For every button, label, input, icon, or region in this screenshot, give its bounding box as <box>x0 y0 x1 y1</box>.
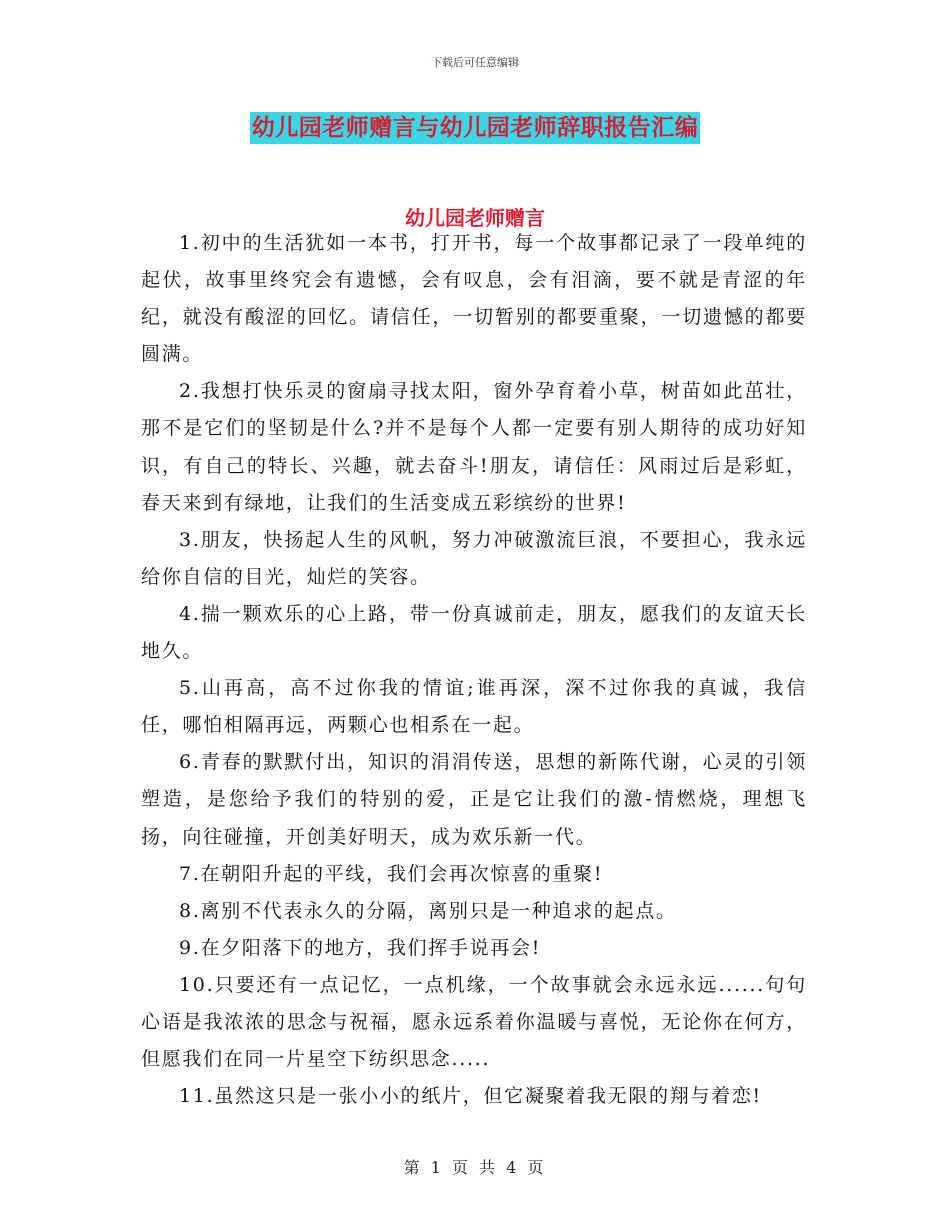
doc-title: 幼儿园老师赠言与幼儿园老师辞职报告汇编 <box>250 112 701 144</box>
paragraph-1: 1.初中的生活犹如一本书，打开书，每一个故事都记录了一段单纯的起伏，故事里终究会有遗憾，会有叹息，会有泪滴，要不就是青涩的年纪，就没有酸涩的回忆。请信任，一切暂别的都要重聚，一切遗憾的都要圆满。 <box>141 232 807 366</box>
paragraph-4: 4.揣一颗欢乐的心上路，带一份真诚前走，朋友，愿我们的友谊天长地久。 <box>141 602 807 663</box>
section-title: 幼儿园老师赠言 <box>405 206 545 230</box>
paragraph-9: 9.在夕阳落下的地方，我们挥手说再会! <box>179 936 542 959</box>
paragraph-2: 2.我想打快乐灵的窗扇寻找太阳，窗外孕育着小草，树苗如此茁壮，那不是它们的坚韧是什么?并不是每个人都一定要有别人期待的成功好知识，有自己的特长、兴趣，就去奋斗!朋友，请信任：风雨过后是彩虹，春天来到有绿地，让我们的生活变成五彩缤纷的世界! <box>141 380 807 514</box>
paragraph-5: 5.山再高，高不过你我的情谊;谁再深，深不过你我的真诚，我信任，哪怕相隔再远，两颗心也相系在一起。 <box>141 677 807 737</box>
doc-title-container <box>0 112 950 144</box>
paragraph-10: 10.只要还有一点记忆，一点机缘，一个故事就会永远永远......句句心语是我浓浓的思念与祝福，愿永远系着你温暖与喜悦，无论你在何方，但愿我们在同一片星空下纺织思念..... <box>141 973 807 1071</box>
paragraph-8: 8.离别不代表永久的分隔，离别只是一种追求的起点。 <box>179 899 677 922</box>
paragraph-11: 11.虽然这只是一张小小的纸片，但它凝聚着我无限的翔与着恋! <box>179 1085 762 1108</box>
page-number-footer: 第 1 页 共 4 页 <box>403 1158 547 1177</box>
body-text <box>141 225 807 1115</box>
paragraph-6: 6.青春的默默付出，知识的涓涓传送，思想的新陈代谢，心灵的引领塑造，是您给予我们的特别的爱，正是它让我们的激-情燃烧，理想飞扬，向往碰撞，开创美好明天，成为欢乐新一代。 <box>141 751 807 848</box>
paragraph-3: 3.朋友，快扬起人生的风帆，努力冲破激流巨浪，不要担心，我永远给你自信的目光，灿烂的笑容。 <box>141 528 807 588</box>
paragraph-7: 7.在朝阳升起的平线，我们会再次惊喜的重聚! <box>179 862 604 885</box>
header-note: 下载后可任意编辑 <box>431 56 519 69</box>
